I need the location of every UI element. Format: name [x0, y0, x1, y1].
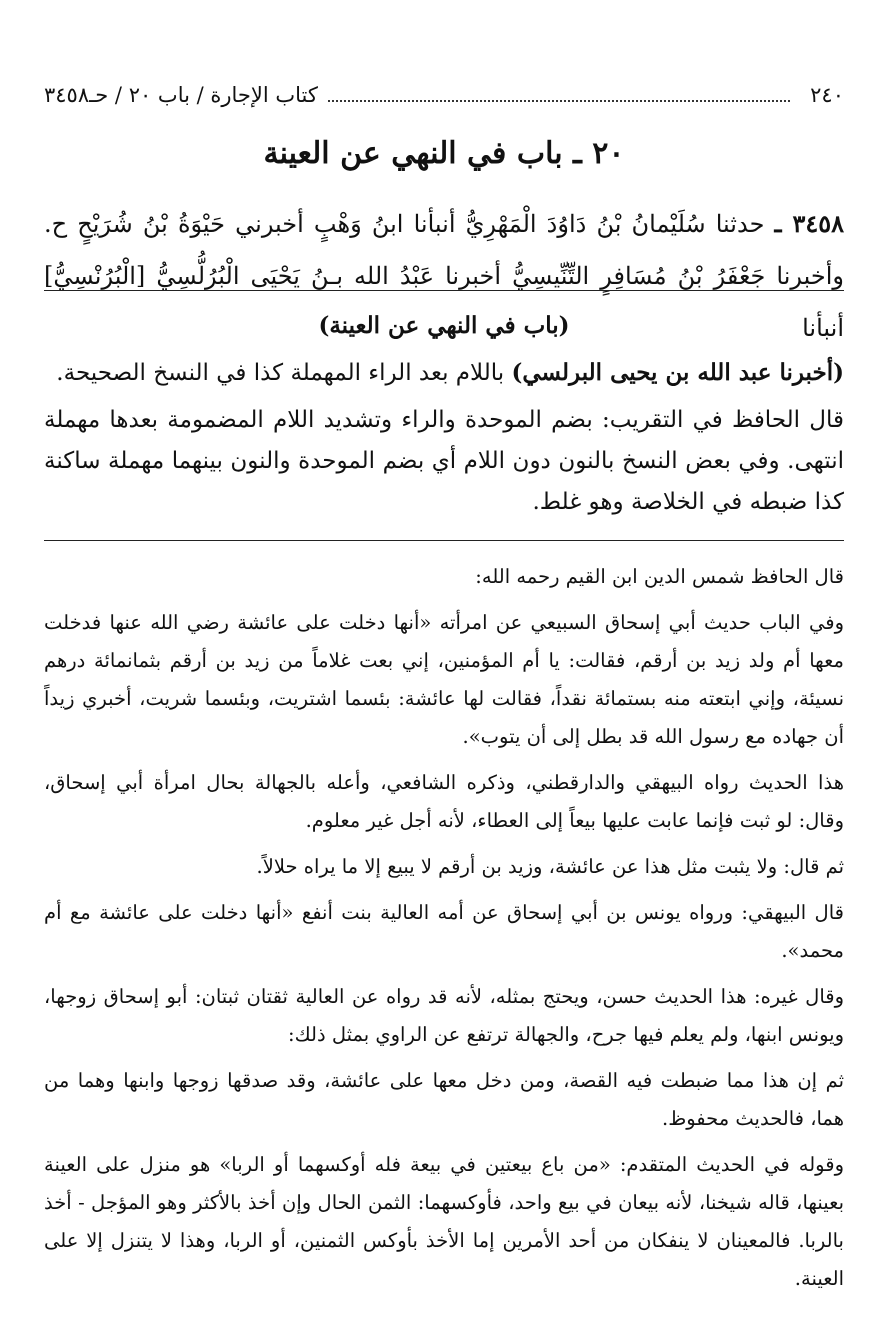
commentary-title: (باب في النهي عن العينة) — [318, 312, 570, 339]
divider-rule — [44, 540, 844, 541]
appendix-paragraph: ثم قال: ولا يثبت مثل هذا عن عائشة، وزيد بن أرقم لا يبيع إلا ما يراه حلالاً. — [256, 855, 844, 878]
commentary-paragraph: قال الحافظ في التقريب: بضم الموحدة والراء وتشديد اللام المضمومة بعدها مهملة انتهى. وفي بعض النسخ بالنون دون اللام أي بضم الموحدة والنون بينهما مهملة ساكنة كذا ضبطه في الخلاصة وهو غلط. — [44, 407, 844, 515]
appendix-paragraph: وقال غيره: هذا الحديث حسن، ويحتج بمثله، لأنه قد رواه عن العالية ثقتان ثبتان: أبو إسحاق زوجها، ويونس ابنها، ولم يعلم فيها جرح، والجهالة ترتفع عن الراوي بمثل ذلك: — [44, 985, 844, 1046]
header-dotted-leader — [328, 88, 790, 102]
appendix-paragraph: وقوله في الحديث المتقدم: «من باع بيعتين في بيعة فله أوكسهما أو الربا» هو منزل على العينة بعينها، قاله شيخنا، لأنه بيعان في بيع واحد، فأوكسهما: الثمن الحال وإن أخذ بالأكثر وهو المؤجل - أخذ بالربا. فالمعينان لا ينفكان من أحد الأمرين إما الأخذ بأوكس الثمنين، أو الربا، وهذا لا يتنزل إلا على العينة. — [44, 1153, 844, 1290]
running-title: كتاب الإجارة / باب ٢٠ / حـ٣٤٥٨ — [44, 83, 318, 107]
divider-rule — [44, 290, 844, 291]
running-header — [44, 80, 844, 110]
appendix-paragraph: هذا الحديث رواه البيهقي والدارقطني، وذكره الشافعي، وأعله بالجهالة بحال امرأة أبي إسحاق، وقال: لو ثبت فإنما عابت عليها بيعاً إلى العطاء، لأنه أجل غير معلوم. — [44, 771, 844, 832]
appendix-paragraph: قال الحافظ شمس الدين ابن القيم رحمه الله: — [475, 565, 844, 588]
commentary-paragraph — [44, 352, 844, 394]
hadith-chain: حدثنا سُلَيْمانُ بْنُ دَاوُدَ الْمَهْرِيُّ أنبأنا ابنُ وَهْبٍ أخبرني حَيْوَةُ بْنُ شُرَيْحٍ ح. وأخبرنا جَعْفَرُ بْنُ مُسَافِرٍ التِّنِّيسِيُّ أخبرنا عَبْدُ الله بـنُ يَحْيَى الْبُرُلُّسِيُّ [الْبُرُنْسِيُّ] أنبأنا — [44, 210, 844, 342]
chapter-title: ٢٠ ـ باب في النهي عن العينة — [263, 136, 625, 171]
appendix-paragraph: ثم إن هذا مما ضبطت فيه القصة، ومن دخل معها على عائشة، وقد صدقها زوجها وابنها وهما من هما، فالحديث محفوظ. — [44, 1069, 844, 1130]
commentary-section — [44, 305, 844, 529]
hadith-number: ٣٤٥٨ ـ — [774, 209, 844, 238]
commentary-lemma: (أخبرنا عبد الله بن يحيى البرلسي) — [511, 359, 844, 386]
commentary-note: باللام بعد الراء المهملة كذا في النسخ الصحيحة. — [56, 360, 512, 386]
appendix-paragraph: وفي الباب حديث أبي إسحاق السبيعي عن امرأته «أنها دخلت على عائشة رضي الله عنها فدخلت معها أم ولد زيد بن أرقم، فقالت: يا أم المؤمنين، إني بعت غلاماً من زيد بن أرقم بثمانمائة درهم نسيئة، وإني ابتعته منه بستمائة نقداً، فقالت لها عائشة: بئسما اشتريت، وبئسما شريت، أخبري زيداً أن جهاده مع رسول الله قد بطل إلى أن يتوب». — [44, 611, 844, 748]
ibn-qayyim-appendix — [44, 558, 844, 1306]
page-number: ٢٤٠ — [810, 83, 844, 107]
appendix-paragraph: قال البيهقي: ورواه يونس بن أبي إسحاق عن أمه العالية بنت أنفع «أنها دخلت على عائشة مع أم محمد». — [44, 901, 844, 962]
